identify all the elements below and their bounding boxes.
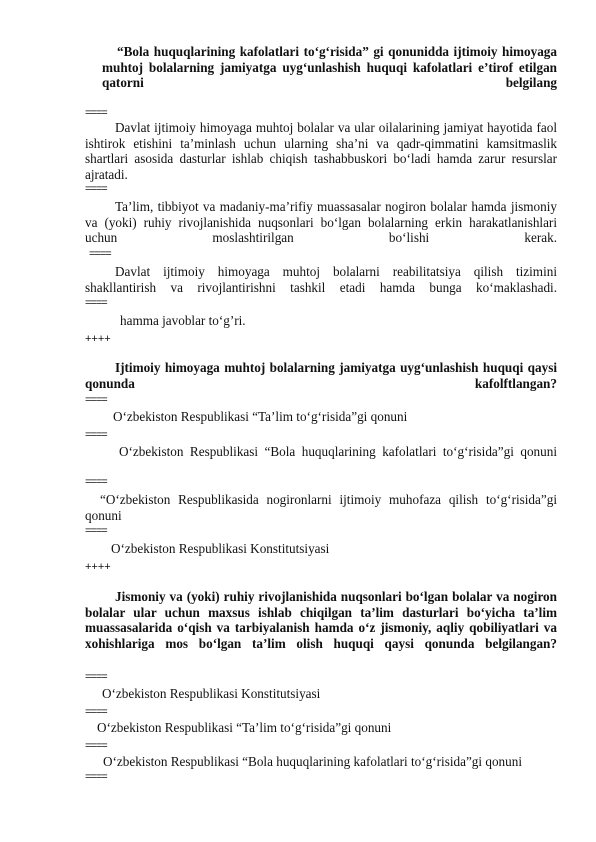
answer-option: O‘zbekiston Respublikasi “Bola huquqlarining kafolatlari to‘g‘risida”gi qonuni [103, 754, 522, 769]
answer-option: O‘zbekiston Respublikasi “Ta’lim to‘g‘risida”gi qonuni [113, 409, 408, 424]
separator: ==== [85, 671, 107, 683]
answer-option: O‘zbekiston Respublikasi “Ta’lim to‘g‘risida”gi qonuni [97, 720, 392, 735]
answer-option: Ta’lim, tibbiyot va madaniy-ma’rifiy muassasalar nogiron bolalar hamda jismoniy va (yoki) ruhiy rivojlanishida nuqsonlari bo‘lgan bolalarning erkin harakatlanishlari uchun moslashtirilgan bo‘lishi kerak. [85, 199, 557, 245]
question-end-marker: ++++ [85, 561, 111, 573]
answer-option: hamma javoblar to‘g’ri. [120, 313, 246, 328]
question-1-text: “Bola huquqlarining kafolatlari to‘g‘risida” gi qonunidda ijtimoiy himoyaga muhtoj bolalarning jamiyatga uyg‘unlashish huquqi kafolatlari e’tirof etilgan qatorni belgilang [102, 44, 557, 90]
separator: ==== [85, 740, 107, 752]
answer-option: O‘zbekiston Respublikasi Konstitutsiyasi [102, 686, 321, 701]
answer-option: “O‘zbekiston Respublikasida nogironlarni ijtimoiy muhofaza qilish to‘g‘risida”gi qonuni [85, 492, 557, 523]
question-end-marker: ++++ [85, 333, 111, 345]
answer-option: O‘zbekiston Respublikasi Konstitutsiyasi [111, 541, 330, 556]
separator: ==== [85, 429, 107, 441]
question-3-text: Jismoniy va (yoki) ruhiy rivojlanishida nuqsonlari bo‘lgan bolalar va nogiron bolalar ular uchun maxsus ishlab chiqilgan ta’lim dasturlari bo‘yicha ta’lim muassasalarida o‘qish va tarbiyalanish hamda o‘z jismoniy, aqliy qobiliyatlari va xohishlariga mos bo‘lgan ta’lim olish huquqi qaysi qonunda belgilangan? [85, 589, 557, 651]
separator: ==== [85, 107, 107, 119]
separator: ==== [89, 248, 111, 260]
separator: ==== [85, 183, 107, 195]
separator: ==== [85, 476, 107, 488]
separator: ==== [85, 525, 107, 537]
separator: ==== [85, 297, 107, 309]
separator: ==== [85, 706, 107, 718]
answer-option: Davlat ijtimoiy himoyaga muhtoj bolalarni reabilitatsiya qilish tizimini shakllantirish va rivojlantirishni tashkil etadi hamda bunga ko‘maklashadi. [85, 264, 557, 295]
question-2-text: Ijtimoiy himoyaga muhtoj bolalarning jamiyatga uyg‘unlashish huquqi qaysi qonunda kafolftlangan? [85, 360, 557, 391]
separator: ==== [85, 771, 107, 783]
separator: ==== [85, 394, 107, 406]
answer-option: Davlat ijtimoiy himoyaga muhtoj bolalar va ular oilalarining jamiyat hayotida faol ishtirok etishini ta’minlash uchun ularning sha’ni va qadr-qimmatini kamsitmaslik shartlari asosida dasturlar ishlab chiqish tashabbuskori bo‘ladi hamda zarur resurslar ajratadi. [85, 120, 557, 182]
answer-option: O‘zbekiston Respublikasi “Bola huquqlarining kafolatlari to‘g‘risida”gi qonuni [119, 444, 557, 459]
